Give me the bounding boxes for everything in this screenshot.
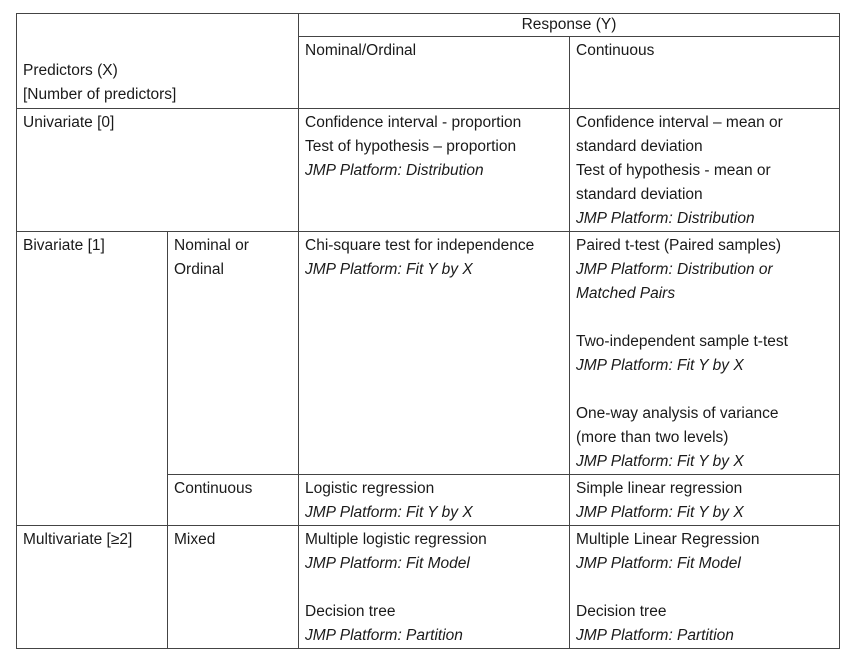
response-header: Response (Y) [299, 14, 840, 37]
cell-univariate-nominal [299, 109, 570, 232]
jmp-platform-note: JMP Platform: Distribution [305, 162, 484, 179]
spacer [576, 576, 833, 600]
cell-text: Test of hypothesis - mean or [576, 162, 771, 179]
jmp-platform-note: JMP Platform: Fit Y by X [576, 357, 744, 374]
cell-text: Two-independent sample t-test [576, 333, 788, 350]
cell-text: Paired t-test (Paired samples) [576, 237, 782, 254]
cell-bivariate-nominal-nominal [299, 232, 570, 475]
cell-bivariate-nominal-continuous [570, 232, 840, 475]
cell-text: standard deviation [576, 186, 703, 203]
jmp-platform-note: JMP Platform: Distribution or [576, 261, 773, 278]
spacer [576, 378, 833, 402]
cell-text: Decision tree [576, 603, 667, 620]
row-label-bivariate: Bivariate [1] [17, 232, 168, 526]
col-header-continuous: Continuous [570, 37, 840, 109]
sub-label-nominal-ordinal [168, 232, 299, 475]
jmp-platform-note: Matched Pairs [576, 285, 676, 302]
cell-text: One-way analysis of variance [576, 405, 779, 422]
cell-bivariate-continuous-continuous [570, 475, 840, 526]
cell-multivariate-nominal [299, 526, 570, 649]
cell-text: Ordinal [174, 261, 224, 278]
jmp-platform-note: JMP Platform: Fit Model [576, 555, 741, 572]
cell-text: Decision tree [305, 603, 396, 620]
cell-text: (more than two levels) [576, 429, 729, 446]
jmp-platform-note: JMP Platform: Partition [576, 627, 734, 644]
predictors-header-cell [17, 14, 299, 109]
cell-univariate-continuous [570, 109, 840, 232]
jmp-platform-note: JMP Platform: Fit Y by X [305, 261, 473, 278]
cell-text: Multiple logistic regression [305, 531, 487, 548]
cell-text: Simple linear regression [576, 480, 743, 497]
cell-text: Multiple Linear Regression [576, 531, 760, 548]
cell-text: Logistic regression [305, 480, 435, 497]
cell-text: standard deviation [576, 138, 703, 155]
cell-text: Confidence interval - proportion [305, 114, 522, 131]
col-header-nominal-ordinal: Nominal/Ordinal [299, 37, 570, 109]
row-label-univariate: Univariate [0] [17, 109, 299, 232]
test-selection-table [16, 13, 840, 649]
spacer [305, 576, 563, 600]
cell-text: Confidence interval – mean or [576, 114, 783, 131]
cell-text: Nominal or [174, 237, 249, 254]
jmp-platform-note: JMP Platform: Fit Y by X [576, 504, 744, 521]
sub-label-continuous: Continuous [168, 475, 299, 526]
jmp-platform-note: JMP Platform: Partition [305, 627, 463, 644]
row-label-multivariate: Multivariate [≥2] [17, 526, 168, 649]
jmp-platform-note: JMP Platform: Fit Y by X [305, 504, 473, 521]
cell-text: Chi-square test for independence [305, 237, 535, 254]
jmp-platform-note: JMP Platform: Fit Y by X [576, 453, 744, 470]
predictors-sublabel: [Number of predictors] [23, 86, 177, 103]
predictors-label: Predictors (X) [23, 62, 118, 79]
spacer [576, 306, 833, 330]
cell-multivariate-continuous [570, 526, 840, 649]
cell-text: Test of hypothesis – proportion [305, 138, 517, 155]
jmp-platform-note: JMP Platform: Distribution [576, 210, 755, 227]
jmp-platform-note: JMP Platform: Fit Model [305, 555, 470, 572]
sub-label-mixed: Mixed [168, 526, 299, 649]
cell-bivariate-continuous-nominal [299, 475, 570, 526]
